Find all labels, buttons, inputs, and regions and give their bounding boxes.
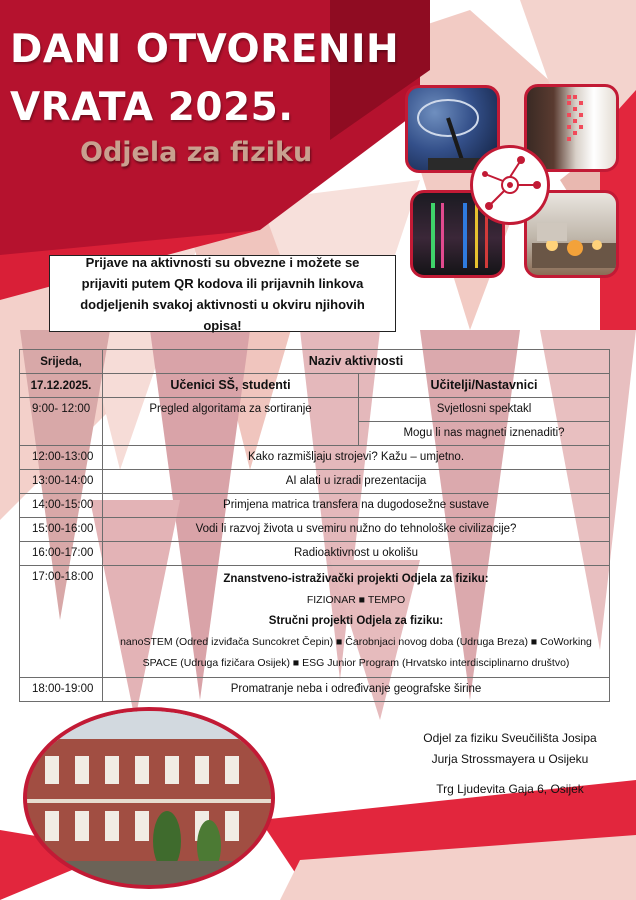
table-row — [20, 518, 610, 542]
time-cell: 9:00- 12:00 — [20, 398, 103, 446]
activity-cell: Mogu li nas magneti iznenaditi? — [359, 422, 610, 446]
time-cell: 15:00-16:00 — [20, 518, 103, 542]
time-cell: 17:00-18:00 — [20, 566, 103, 678]
table-row — [20, 542, 610, 566]
table-subheader-row — [20, 374, 610, 398]
activity-cell: Kako razmišljaju strojevi? Kažu – umjetno. — [103, 446, 610, 470]
professional-projects-heading: Stručni projekti Odjela za fiziku: — [268, 615, 444, 627]
table-row — [20, 678, 610, 702]
title-line-1: DANI OTVORENIH — [10, 27, 400, 72]
research-projects-heading: Znanstveno-istraživački projekti Odjela za fiziku: — [223, 573, 489, 585]
date-value: 17.12.2025. — [20, 374, 103, 398]
projects-cell — [103, 566, 610, 678]
table-row — [20, 470, 610, 494]
activity-cell: Radioaktivnost u okolišu — [103, 542, 610, 566]
activity-cell: AI alati u izradi prezentacija — [103, 470, 610, 494]
table-row — [20, 494, 610, 518]
activity-cell: Promatranje neba i određivanje geografske širine — [103, 678, 610, 702]
registration-notice: Prijave na aktivnosti su obvezne i možete se prijaviti putem QR kodova ili prijavnih linkova dodjeljenih svakoj aktivnosti u okviru njihovih opisa! — [49, 255, 396, 332]
address-line-1: Odjel za fiziku Sveučilišta Josipa — [423, 731, 597, 745]
date-cell — [20, 350, 103, 374]
title-line-2: VRATA 2025. — [10, 85, 294, 130]
table-row — [20, 398, 610, 422]
address-line-3: Trg Ljudevita Gaja 6, Osijek — [436, 782, 584, 796]
time-cell: 18:00-19:00 — [20, 678, 103, 702]
time-cell: 16:00-17:00 — [20, 542, 103, 566]
activity-cell: Svjetlosni spektakl — [359, 398, 610, 422]
group-teachers-header: Učitelji/Nastavnici — [359, 374, 610, 398]
activity-cell: Primjena matrica transfera na dugodosežne sustave — [103, 494, 610, 518]
professional-projects-list: nanoSTEM (Odred izviđača Suncokret Čepin) ■ Čarobnjaci novog doba (Udruga Breza) ■ CoWorking SPACE (Udruga fizičara Osijek) ■ ESG Junior Program (Hrvatsko interdisciplinarno društvo) — [120, 636, 592, 669]
research-projects-list: FIZIONAR ■ TEMPO — [306, 594, 406, 606]
address-line-2: Jurja Strossmayera u Osijeku — [431, 752, 589, 766]
day-label: Srijeda, — [40, 355, 82, 368]
activity-cell: Vodi li razvoj života u svemiru nužno do tehnološke civilizacije? — [103, 518, 610, 542]
time-cell: 13:00-14:00 — [20, 470, 103, 494]
building-photo — [23, 707, 275, 889]
group-students-header: Učenici SŠ, studenti — [103, 374, 359, 398]
activity-header: Naziv aktivnosti — [103, 350, 610, 374]
table-row — [20, 566, 610, 678]
subtitle: Odjela za fiziku — [80, 137, 313, 168]
table-header-row — [20, 350, 610, 374]
address-block — [400, 728, 620, 800]
activity-cell: Pregled algoritama za sortiranje — [103, 398, 359, 446]
time-cell: 12:00-13:00 — [20, 446, 103, 470]
network-icon — [470, 145, 550, 225]
table-row — [20, 446, 610, 470]
time-cell: 14:00-15:00 — [20, 494, 103, 518]
schedule-table — [19, 349, 610, 702]
